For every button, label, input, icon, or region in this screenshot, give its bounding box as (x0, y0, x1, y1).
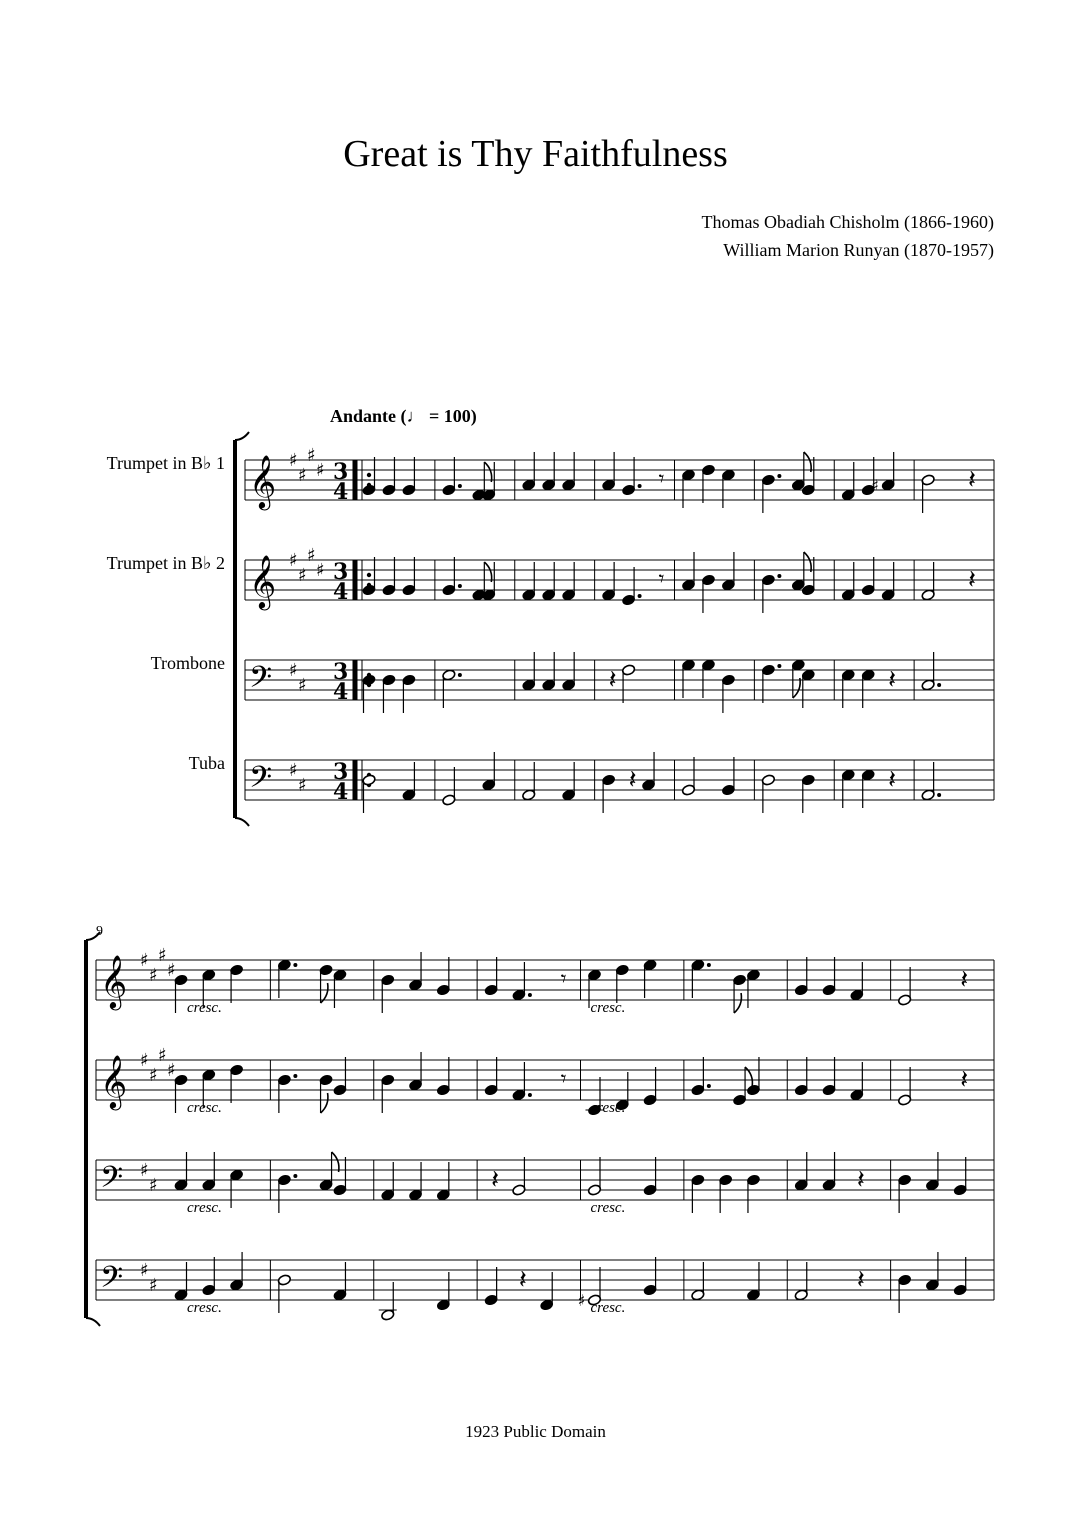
bracket-bottom-hook (86, 1318, 100, 1326)
quarter-rest: 𝄽 (888, 665, 897, 695)
augmentation-dot (528, 1093, 532, 1097)
key-signature-sharp: ♯ (289, 550, 298, 571)
key-signature-sharp: ♯ (289, 760, 298, 781)
time-signature-bottom: 4 (333, 679, 349, 705)
tempo-marking: Andante (♩ = 100) (330, 406, 477, 426)
treble-clef: 𝄞 (100, 954, 128, 1008)
quarter-rest: 𝄽 (960, 965, 969, 995)
augmentation-dot (937, 683, 941, 687)
key-signature-sharp: ♯ (298, 465, 307, 486)
key-signature-sharp: ♯ (158, 945, 167, 966)
time-signature-bottom: 4 (333, 779, 349, 805)
bracket-top-hook (235, 432, 249, 440)
treble-clef: 𝄞 (249, 454, 277, 508)
accidental-sharp: ♯ (871, 476, 879, 495)
dynamic-cresc: cresc. (590, 1200, 626, 1216)
augmentation-dot (293, 1174, 297, 1178)
key-signature-sharp: ♯ (307, 545, 316, 566)
quarter-rest: 𝄽 (888, 765, 897, 795)
key-signature-sharp: ♯ (167, 960, 176, 981)
augmentation-dot (638, 594, 642, 598)
note-flag (793, 678, 800, 698)
key-signature-sharp: ♯ (167, 1060, 176, 1081)
measure-number: 9 (96, 924, 103, 939)
augmentation-dot (293, 1074, 297, 1078)
instrument-label-trombone: Trombone (150, 653, 225, 673)
dynamic-cresc: cresc. (187, 1000, 222, 1016)
quarter-rest: 𝄽 (968, 465, 977, 495)
eighth-rest: 𝄾 (560, 1067, 567, 1092)
key-signature-sharp: ♯ (316, 560, 325, 581)
key-signature-sharp: ♯ (298, 675, 307, 696)
key-signature-sharp: ♯ (149, 1065, 158, 1086)
copyright-footer: 1923 Public Domain (465, 1422, 606, 1441)
time-signature-top: 3 (333, 659, 349, 685)
key-signature-sharp: ♯ (140, 1160, 149, 1181)
key-signature-sharp: ♯ (149, 965, 158, 986)
bracket-top-hook (86, 932, 100, 940)
dynamic-cresc: cresc. (590, 1100, 626, 1116)
bass-clef: 𝄢 (249, 661, 273, 702)
eighth-rest: 𝄾 (658, 567, 665, 592)
time-signature-top: 3 (333, 559, 349, 585)
quarter-rest: 𝄽 (960, 1065, 969, 1095)
key-signature-sharp: ♯ (307, 445, 316, 466)
score-title: Great is Thy Faithfulness (343, 133, 728, 175)
bass-clef: 𝄢 (249, 761, 273, 802)
key-signature-sharp: ♯ (298, 565, 307, 586)
augmentation-dot (777, 574, 781, 578)
augmentation-dot (707, 963, 711, 967)
quarter-rest: 𝄽 (968, 565, 977, 595)
repeat-dot (367, 573, 371, 577)
augmentation-dot (707, 1084, 711, 1088)
bass-clef: 𝄢 (100, 1261, 124, 1302)
time-signature-bottom: 4 (333, 579, 349, 605)
key-signature-sharp: ♯ (289, 450, 298, 471)
quarter-rest: 𝄽 (856, 1165, 865, 1195)
augmentation-dot (458, 484, 462, 488)
dynamic-cresc: cresc. (187, 1200, 222, 1216)
eighth-rest: 𝄾 (658, 467, 665, 492)
dynamic-cresc: cresc. (187, 1100, 222, 1116)
key-signature-sharp: ♯ (316, 460, 325, 481)
quarter-rest: 𝄽 (518, 1265, 527, 1295)
key-signature-sharp: ♯ (140, 1260, 149, 1281)
note-flag (804, 452, 811, 472)
instrument-label-trumpet1: Trumpet in B♭ 1 (106, 453, 225, 473)
note-flag (321, 1093, 328, 1113)
augmentation-dot (293, 963, 297, 967)
time-signature-bottom: 4 (333, 479, 349, 505)
composer-credit: William Marion Runyan (1870-1957) (723, 240, 994, 260)
dynamic-cresc: cresc. (187, 1300, 222, 1316)
key-signature-sharp: ♯ (158, 1045, 167, 1066)
note-flag (804, 552, 811, 572)
dynamic-cresc: cresc. (590, 1000, 626, 1016)
key-signature-sharp: ♯ (149, 1175, 158, 1196)
repeat-dot (367, 473, 371, 477)
note-flag (734, 993, 741, 1013)
augmentation-dot (638, 484, 642, 488)
accidental-sharp: ♯ (577, 1291, 586, 1310)
augmentation-dot (777, 664, 781, 668)
instrument-label-trumpet2: Trumpet in B♭ 2 (106, 553, 225, 573)
bracket-bottom-hook (235, 818, 249, 826)
augmentation-dot (937, 793, 941, 797)
key-signature-sharp: ♯ (149, 1275, 158, 1296)
note-flag (332, 1152, 339, 1172)
augmentation-dot (528, 993, 532, 997)
time-signature-top: 3 (333, 459, 349, 485)
note-flag (484, 562, 491, 582)
instrument-label-tuba: Tuba (188, 753, 225, 773)
quarter-rest: 𝄽 (628, 765, 637, 795)
key-signature-sharp: ♯ (298, 775, 307, 796)
bass-clef: 𝄢 (100, 1161, 124, 1202)
treble-clef: 𝄞 (100, 1054, 128, 1108)
augmentation-dot (777, 474, 781, 478)
quarter-rest: 𝄽 (491, 1165, 500, 1195)
key-signature-sharp: ♯ (289, 660, 298, 681)
time-signature-top: 3 (333, 759, 349, 785)
augmentation-dot (458, 673, 462, 677)
lyricist-credit: Thomas Obadiah Chisholm (1866-1960) (701, 212, 994, 232)
quarter-rest: 𝄽 (856, 1265, 865, 1295)
key-signature-sharp: ♯ (140, 950, 149, 971)
dynamic-cresc: cresc. (590, 1300, 626, 1316)
eighth-rest: 𝄾 (560, 967, 567, 992)
note-flag (484, 462, 491, 482)
augmentation-dot (458, 584, 462, 588)
quarter-rest: 𝄽 (608, 665, 617, 695)
treble-clef: 𝄞 (249, 554, 277, 608)
key-signature-sharp: ♯ (140, 1050, 149, 1071)
